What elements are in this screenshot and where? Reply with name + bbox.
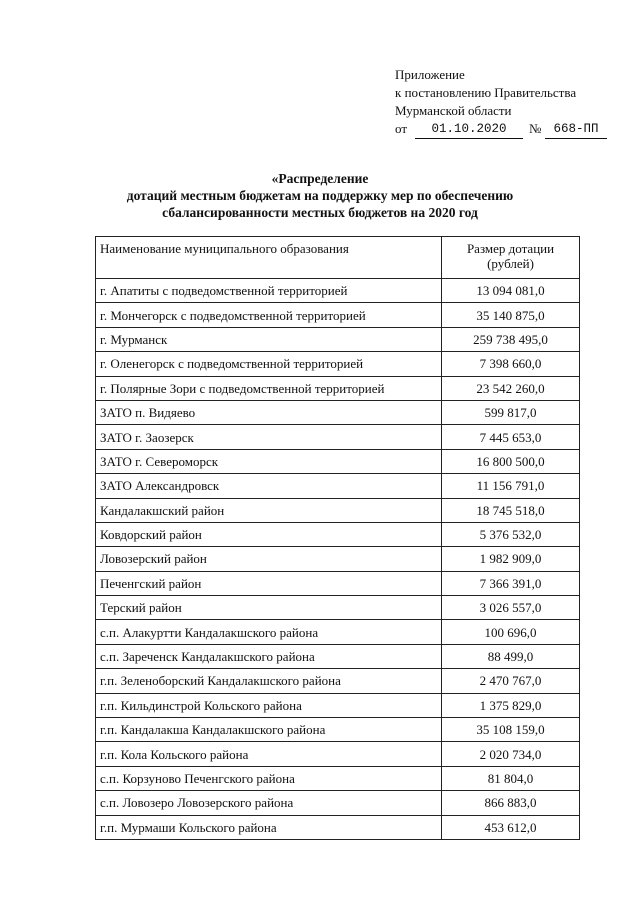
table-row (96, 425, 580, 449)
table-row (96, 644, 580, 668)
title-line-2: дотаций местным бюджетам на поддержку мер по обеспечению (126, 188, 514, 203)
subsidy-amount-cell: 35 108 159,0 (442, 718, 580, 742)
subsidy-amount-cell: 35 140 875,0 (442, 303, 580, 327)
decree-date: 01.10.2020 (415, 120, 523, 139)
table-row (96, 303, 580, 327)
municipality-name-cell: г.п. Кильдинстрой Кольского района (96, 693, 442, 717)
municipality-name-cell: г. Полярные Зори с подведомственной территорией (96, 376, 442, 400)
column-header-name: Наименование муниципального образования (96, 237, 442, 279)
table-row (96, 449, 580, 473)
table-row (96, 718, 580, 742)
municipality-name-cell: с.п. Ловозеро Ловозерского района (96, 791, 442, 815)
table-header-row (96, 237, 580, 279)
municipality-name-cell: г. Апатиты с подведомственной территорией (96, 279, 442, 303)
municipality-name-cell: с.п. Алакуртти Кандалакшского района (96, 620, 442, 644)
municipality-name-cell: с.п. Зареченск Кандалакшского района (96, 644, 442, 668)
title-line-1: «Распределение (271, 171, 369, 186)
municipality-name-cell: ЗАТО п. Видяево (96, 400, 442, 424)
municipality-name-cell: г. Мончегорск с подведомственной территорией (96, 303, 442, 327)
number-label: № (529, 121, 542, 136)
subsidy-amount-cell: 18 745 518,0 (442, 498, 580, 522)
appendix-header (395, 66, 599, 140)
decree-number: 668-ПП (545, 120, 607, 139)
subsidy-amount-cell: 23 542 260,0 (442, 376, 580, 400)
table-row (96, 791, 580, 815)
subsidy-amount-cell: 88 499,0 (442, 644, 580, 668)
subsidy-amount-cell: 16 800 500,0 (442, 449, 580, 473)
municipality-name-cell: г. Мурманск (96, 327, 442, 351)
document-title (0, 170, 640, 221)
table-row (96, 571, 580, 595)
column-header-amount-line1: Размер дотации (466, 241, 555, 256)
table-row (96, 693, 580, 717)
subsidy-amount-cell: 5 376 532,0 (442, 522, 580, 546)
municipality-name-cell: г. Оленегорск с подведомственной территорией (96, 352, 442, 376)
table-row (96, 620, 580, 644)
appendix-date-row (395, 120, 599, 140)
from-label: от (395, 121, 408, 136)
subsidy-amount-cell: 100 696,0 (442, 620, 580, 644)
table-row (96, 815, 580, 839)
subsidy-amount-cell: 81 804,0 (442, 766, 580, 790)
subsidy-amount-cell: 866 883,0 (442, 791, 580, 815)
column-header-amount (442, 237, 580, 279)
table-row (96, 669, 580, 693)
subsidy-amount-cell: 259 738 495,0 (442, 327, 580, 351)
municipality-name-cell: ЗАТО г. Североморск (96, 449, 442, 473)
subsidy-amount-cell: 3 026 557,0 (442, 596, 580, 620)
table-row (96, 522, 580, 546)
appendix-label: Приложение (395, 67, 465, 82)
table-row (96, 596, 580, 620)
table-row (96, 400, 580, 424)
subsidy-amount-cell: 11 156 791,0 (442, 474, 580, 498)
municipality-name-cell: г.п. Кола Кольского района (96, 742, 442, 766)
municipality-name-cell: ЗАТО Александровск (96, 474, 442, 498)
appendix-decree-line: к постановлению Правительства (395, 85, 577, 100)
column-header-amount-line2: (рублей) (487, 256, 534, 271)
table-row (96, 474, 580, 498)
subsidy-amount-cell: 599 817,0 (442, 400, 580, 424)
subsidy-amount-cell: 7 366 391,0 (442, 571, 580, 595)
municipality-name-cell: ЗАТО г. Заозерск (96, 425, 442, 449)
subsidy-table (95, 236, 580, 840)
table-row (96, 742, 580, 766)
subsidy-amount-cell: 453 612,0 (442, 815, 580, 839)
subsidy-amount-cell: 2 470 767,0 (442, 669, 580, 693)
municipality-name-cell: Ловозерский район (96, 547, 442, 571)
municipality-name-cell: г.п. Кандалакша Кандалакшского района (96, 718, 442, 742)
title-line-3: сбалансированности местных бюджетов на 2020 год (162, 205, 478, 220)
subsidy-amount-cell: 2 020 734,0 (442, 742, 580, 766)
table-row (96, 376, 580, 400)
table-row (96, 547, 580, 571)
municipality-name-cell: с.п. Корзуново Печенгского района (96, 766, 442, 790)
municipality-name-cell: Ковдорский район (96, 522, 442, 546)
municipality-name-cell: г.п. Мурмаши Кольского района (96, 815, 442, 839)
table-row (96, 498, 580, 522)
subsidy-amount-cell: 7 445 653,0 (442, 425, 580, 449)
subsidy-amount-cell: 7 398 660,0 (442, 352, 580, 376)
table-row (96, 352, 580, 376)
municipality-name-cell: Кандалакшский район (96, 498, 442, 522)
table-row (96, 279, 580, 303)
table-row (96, 766, 580, 790)
table-body (96, 279, 580, 840)
appendix-region-line: Мурманской области (395, 103, 512, 118)
municipality-name-cell: г.п. Зеленоборский Кандалакшского района (96, 669, 442, 693)
municipality-name-cell: Печенгский район (96, 571, 442, 595)
subsidy-amount-cell: 1 982 909,0 (442, 547, 580, 571)
municipality-name-cell: Терский район (96, 596, 442, 620)
subsidy-amount-cell: 13 094 081,0 (442, 279, 580, 303)
subsidy-amount-cell: 1 375 829,0 (442, 693, 580, 717)
table-row (96, 327, 580, 351)
